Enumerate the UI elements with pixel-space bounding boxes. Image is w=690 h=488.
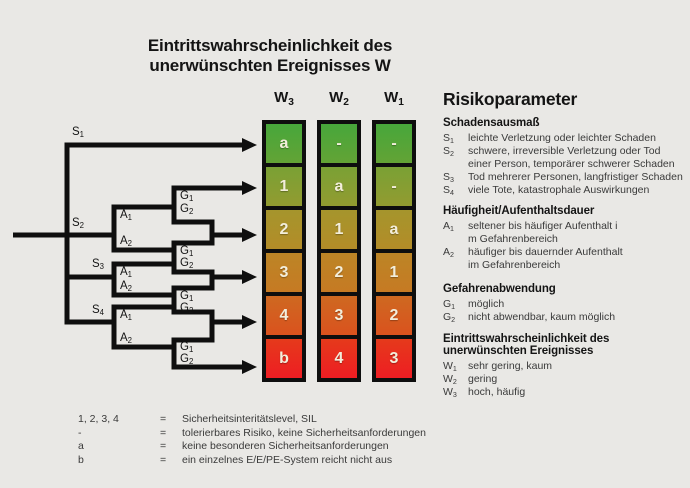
param-a1: $A_1$ seltener bis häufiger Aufenthalt i m Gefahrenbereich: [443, 220, 618, 245]
param-a2: $A_2$ häufiger bis dauernder Aufenthalt im Gefahrenbereich: [443, 245, 623, 271]
param-w2: $W_2$ gering: [443, 372, 498, 386]
section-haeufigkeit: Häufigheit/Aufenthaltsdauer $A_1$ seltener bis häufiger Aufenthalt i m Gefahrenbereich $A_2$ häufiger bis dauernder Aufenthalt im Gefahrenbereich: [443, 205, 683, 272]
cell-w1-row6: 3: [376, 339, 412, 378]
arrow-row6: [242, 360, 257, 374]
legend: [78, 413, 426, 467]
fork4-g1-label: $G_1$: [180, 341, 194, 355]
fork3-g1-label: $G_1$: [180, 290, 194, 304]
cell-w3-row5: 4: [266, 296, 302, 335]
cell-w1-row1: -: [376, 124, 412, 163]
cell-w3-row1: a: [266, 124, 302, 163]
cell-w3-row3: 2: [266, 210, 302, 249]
column-w2: [317, 120, 361, 382]
s2-a1-label: $A_1$: [120, 209, 133, 223]
param-w1: $W_1$ sehr gering, kaum: [443, 360, 553, 373]
arrow-heads: [242, 138, 257, 374]
s4-a2-label: $A_2$: [120, 332, 133, 346]
s3-a2-label: $A_2$: [120, 280, 133, 294]
cell-w2-row1: -: [321, 124, 357, 163]
column-w3: [262, 120, 306, 382]
s4-a1-label: $A_1$: [120, 309, 133, 323]
legend-row-b: b = ein einzelnes E/E/PE-System reicht nicht aus: [78, 453, 393, 466]
param-s1: $S_1$ leichte Verletzung oder leichter Schaden: [443, 132, 656, 145]
section-gefahrenabwendung: Gefahrenabwendung $G_1$ möglich $G_2$ nicht abwendbar, kaum möglich: [443, 283, 683, 324]
s4-branch-label: $S_4$: [92, 304, 105, 318]
cell-w1-row3: a: [376, 210, 412, 249]
cell-w2-row4: 2: [321, 253, 357, 292]
cell-w3-row2: 1: [266, 167, 302, 206]
param-g2: $G_2$ nicht abwendbar, kaum möglich: [443, 310, 616, 324]
cell-w1-row5: 2: [376, 296, 412, 335]
header-w1: $W_1$: [384, 89, 404, 108]
cell-w2-row2: a: [321, 167, 357, 206]
arrow-row4: [242, 270, 257, 284]
s2-branch-label: $S_2$: [72, 217, 85, 231]
cell-w1-row4: 1: [376, 253, 412, 292]
legend-row-dash: - = tolerierbares Risiko, keine Sicherheitsanforderungen: [78, 426, 426, 439]
cell-w2-row6: 4: [321, 339, 357, 378]
section-schadensausmass: Schadensausmaß $S_1$ leichte Verletzung oder leichter Schaden $S_2$ schwere, irreversible Verletzung oder Tod einer Person, temporärer schwerer Schaden $S_3$ Tod mehrerer Personen, langfristiger Schaden $S_4$ viele Tote, katastrophale Auswirkungen: [443, 117, 683, 197]
arrow-row3: [242, 228, 257, 242]
title-line1: Eintrittswahrscheinlichkeit des: [147, 36, 393, 55]
column-w1: [372, 120, 416, 382]
section-eintrittswahrscheinlichkeit: Eintrittswahrscheinlichkeit des unerwünschten Ereignisses $W_1$ sehr gering, kaum $W_2$ gering $W_3$ hoch, häufig: [443, 333, 683, 399]
fork1-g2-label: $G_2$: [180, 203, 194, 217]
fork2-g2-label: $G_2$: [180, 257, 194, 271]
legend-row-a: a = keine besonderen Sicherheitsanforderungen: [78, 440, 389, 453]
s2-a2-label: $A_2$: [120, 235, 133, 249]
arrow-row1: [242, 138, 257, 152]
header-w3: $W_3$: [274, 89, 294, 108]
s3-branch-label: $S_3$: [92, 258, 105, 272]
arrow-row2: [242, 181, 257, 195]
s1-branch-label: $S_1$: [72, 126, 85, 140]
param-s2: $S_2$ schwere, irreversible Verletzung oder Tod einer Person, temporärer schwerer Schaden: [443, 144, 675, 170]
param-s3: $S_3$ Tod mehrerer Personen, langfristiger Schaden: [443, 170, 683, 184]
arrow-row5: [242, 315, 257, 329]
param-s4: $S_4$ viele Tote, katastrophale Auswirkungen: [443, 183, 650, 197]
param-w3: $W_3$ hoch, häufig: [443, 385, 526, 399]
header-w2: $W_2$: [329, 89, 349, 108]
title-line2: unerwünschten Ereignisses W: [149, 56, 391, 75]
legend-row-sil: 1, 2, 3, 4 = Sicherheitsinteritätslevel, SIL: [78, 413, 317, 425]
cell-w3-row4: 3: [266, 253, 302, 292]
fork2-g1-label: $G_1$: [180, 245, 194, 259]
cell-w3-row6: b: [266, 339, 302, 378]
fork4-g2-label: $G_2$: [180, 353, 194, 367]
fork3-g2-label: $G_2$: [180, 302, 194, 316]
s3-a1-label: $A_1$: [120, 266, 133, 280]
param-g1: $G_1$ möglich: [443, 298, 505, 311]
cell-w1-row2: -: [376, 167, 412, 206]
panel-heading: Risikoparameter: [443, 89, 578, 109]
fork1-g1-label: $G_1$: [180, 190, 194, 204]
cell-w2-row3: 1: [321, 210, 357, 249]
cell-w2-row5: 3: [321, 296, 357, 335]
